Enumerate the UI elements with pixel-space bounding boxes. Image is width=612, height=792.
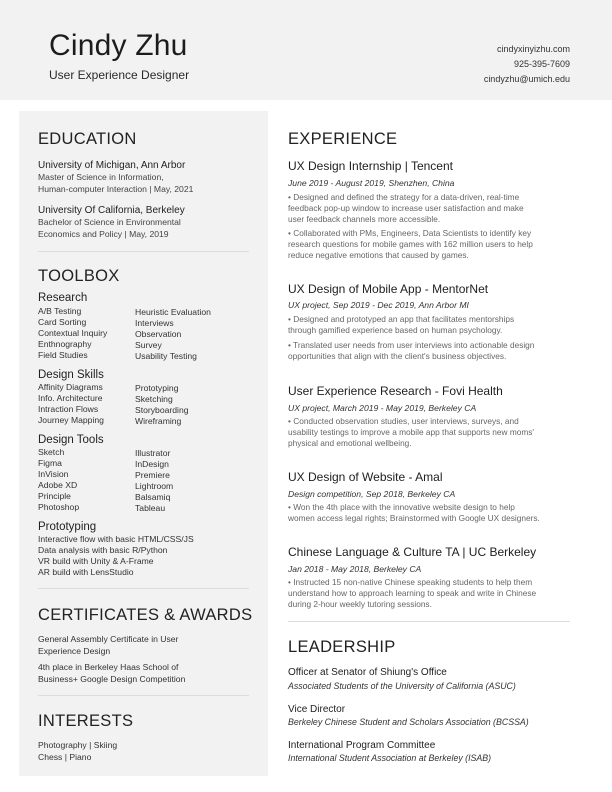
- certificate-line: Experience Design: [38, 645, 111, 656]
- leadership-title: Vice Director: [288, 704, 346, 715]
- prototyping-list: [38, 534, 194, 578]
- education-entry: [38, 204, 185, 240]
- skill-item: Card Sorting: [38, 317, 87, 327]
- bullet-line: • Instructed 15 non-native Chinese speaking students to help them: [288, 577, 533, 587]
- job-bullet: [288, 340, 568, 362]
- leadership-title: Officer at Senator of Shiung's Office: [288, 667, 447, 678]
- education-entry: [38, 159, 193, 195]
- skill-item: Interviews: [135, 318, 174, 328]
- design-skills-list-right: [135, 383, 189, 427]
- job-title: Chinese Language & Culture TA | UC Berkeley: [288, 545, 537, 559]
- tool-item: Lightroom: [135, 481, 174, 491]
- bullet-line: • Translated user needs from user interviews into actionable design: [288, 340, 535, 350]
- tool-item: Illustrator: [135, 448, 171, 458]
- leadership-org: International Student Association at Berkeley (ISAB): [288, 753, 492, 763]
- header-band: [0, 0, 612, 100]
- bullet-line: understand how to approach learning to speak and write in Chinese: [288, 588, 537, 598]
- skill-item: Survey: [135, 340, 162, 350]
- bullet-line: opportunities that align with the client's business objectives.: [288, 351, 507, 361]
- skill-item: Affinity Diagrams: [38, 382, 103, 392]
- degree-line: Human-computer Interaction | May, 2021: [38, 183, 194, 194]
- job-meta: UX project, March 2019 - May 2019, Berkeley CA: [288, 403, 477, 413]
- leadership-org: Berkeley Chinese Student and Scholars Association (BCSSA): [288, 717, 529, 727]
- certificate-line: General Assembly Certificate in User: [38, 634, 179, 644]
- skill-item: Field Studies: [38, 350, 88, 360]
- prototyping-heading: Prototyping: [38, 521, 97, 533]
- tool-item: Balsamiq: [135, 492, 171, 502]
- email-link[interactable]: cindyzhu@umich.edu: [483, 74, 570, 84]
- interests-heading: INTERESTS: [38, 712, 134, 730]
- skill-item: Data analysis with basic R/Python: [38, 545, 168, 555]
- candidate-role: User Experience Designer: [49, 68, 190, 82]
- design-tools-list-left: [38, 447, 79, 513]
- candidate-name: Cindy Zhu: [49, 29, 188, 62]
- bullet-line: reduce negative emotions that caused by games.: [288, 250, 469, 260]
- bullet-line: research questions for mobile games with 162 million users to help: [288, 239, 533, 249]
- bullet-line: through gamified experience based on human psychology.: [288, 325, 503, 335]
- bullet-line: during 2-hour weekly tutoring sessions.: [288, 599, 432, 609]
- job-meta: June 2019 - August 2019, Shenzhen, China: [288, 178, 455, 188]
- school-name: University Of California, Berkeley: [38, 205, 185, 216]
- website-link[interactable]: cindyxinyizhu.com: [496, 44, 570, 54]
- research-list-right: [135, 307, 211, 362]
- bullet-line: feedback pop-up window to increase user satisfaction and make: [288, 203, 524, 213]
- award-line: 4th place in Berkeley Haas School of: [38, 662, 179, 672]
- tool-item: InVision: [38, 469, 69, 479]
- tool-item: Premiere: [135, 470, 170, 480]
- bullet-line: • Conducted observation studies, user interviews, surveys, and: [288, 416, 519, 426]
- skill-item: Info. Architecture: [38, 393, 103, 403]
- interest-line: Chess | Piano: [38, 751, 92, 762]
- skill-item: A/B Testing: [38, 306, 82, 316]
- skill-item: Interactive flow with basic HTML/CSS/JS: [38, 534, 194, 544]
- job-bullet: [288, 192, 568, 225]
- tool-item: Photoshop: [38, 502, 80, 512]
- contact-block: [484, 42, 570, 87]
- job-bullet: [288, 228, 568, 261]
- divider: [288, 621, 570, 622]
- skill-item: Observation: [135, 329, 182, 339]
- leadership-title: International Program Committee: [288, 740, 436, 751]
- bullet-line: • Collaborated with PMs, Engineers, Data Scientists to identify key: [288, 228, 532, 238]
- job-title: UX Design Internship | Tencent: [288, 159, 453, 173]
- bullet-line: women access legal rights; Brainstormed with Google UX designers.: [288, 513, 540, 523]
- job-bullet: [288, 502, 568, 524]
- phone-number: 925-395-7609: [513, 59, 570, 69]
- degree-line: Economics and Policy | May, 2019: [38, 228, 169, 239]
- divider: [38, 588, 249, 589]
- leadership-heading: LEADERSHIP: [288, 638, 396, 656]
- job-meta: Design competition, Sep 2018, Berkeley CA: [288, 489, 456, 499]
- skill-item: Storyboarding: [135, 405, 189, 415]
- tool-item: Figma: [38, 458, 62, 468]
- bullet-line: usability testings to improve a mobile app that supports new moms': [288, 427, 534, 437]
- research-heading: Research: [38, 292, 88, 304]
- job-meta: Jan 2018 - May 2018, Berkeley CA: [288, 564, 422, 574]
- divider: [38, 251, 249, 252]
- job-title: UX Design of Mobile App - MentorNet: [288, 282, 489, 296]
- tool-item: Tableau: [135, 503, 166, 513]
- job-bullet: [288, 416, 568, 449]
- tool-item: InDesign: [135, 459, 169, 469]
- design-tools-list-right: [135, 448, 173, 514]
- skill-item: Intraction Flows: [38, 404, 99, 414]
- bullet-line: • Designed and defined the strategy for a data-driven, real-time: [288, 192, 520, 202]
- skill-item: Heuristic Evaluation: [135, 307, 211, 317]
- skill-item: AR build with LensStudio: [38, 567, 134, 577]
- tool-item: Adobe XD: [38, 480, 78, 490]
- design-skills-heading: Design Skills: [38, 369, 104, 381]
- interest-line: Photography | Skiing: [38, 740, 118, 750]
- skill-item: Enthnography: [38, 339, 92, 349]
- skill-item: Journey Mapping: [38, 415, 104, 425]
- skill-item: Sketching: [135, 394, 173, 404]
- design-skills-list-left: [38, 382, 104, 426]
- skill-item: VR build with Unity & A-Frame: [38, 556, 154, 566]
- job-title: UX Design of Website - Amal: [288, 470, 443, 484]
- bullet-line: physical and emotional wellbeing.: [288, 438, 412, 448]
- award-line: Business+ Google Design Competition: [38, 673, 186, 684]
- skill-item: Usability Testing: [135, 351, 197, 361]
- job-bullet: [288, 314, 568, 336]
- divider: [38, 695, 249, 696]
- tool-item: Principle: [38, 491, 71, 501]
- job-meta: UX project, Sep 2019 - Dec 2019, Ann Arbor MI: [288, 300, 469, 310]
- experience-heading: EXPERIENCE: [288, 130, 398, 148]
- degree-line: Bachelor of Science in Environmental: [38, 217, 181, 227]
- skill-item: Contextual Inquiry: [38, 328, 108, 338]
- skill-item: Wireframing: [135, 416, 182, 426]
- certificates-heading: CERTIFICATES & AWARDS: [38, 606, 253, 624]
- leadership-org: Associated Students of the University of California (ASUC): [288, 681, 516, 691]
- research-list-left: [38, 306, 107, 361]
- tool-item: Sketch: [38, 447, 65, 457]
- bullet-line: • Designed and prototyped an app that facilitates mentorships: [288, 314, 515, 324]
- design-tools-heading: Design Tools: [38, 434, 104, 446]
- degree-line: Master of Science in Information,: [38, 172, 164, 182]
- job-title: User Experience Research - Fovi Health: [288, 384, 503, 398]
- certificate-entry: [38, 634, 238, 657]
- bullet-line: user feedback channels more accessible.: [288, 214, 441, 224]
- job-bullet: [288, 577, 568, 610]
- award-entry: [38, 662, 238, 685]
- education-heading: EDUCATION: [38, 130, 137, 148]
- school-name: University of Michigan, Ann Arbor: [38, 160, 186, 171]
- bullet-line: • Won the 4th place with the innovative website design to help: [288, 502, 515, 512]
- toolbox-heading: TOOLBOX: [38, 267, 120, 285]
- interests-list: [38, 740, 117, 763]
- skill-item: Prototyping: [135, 383, 179, 393]
